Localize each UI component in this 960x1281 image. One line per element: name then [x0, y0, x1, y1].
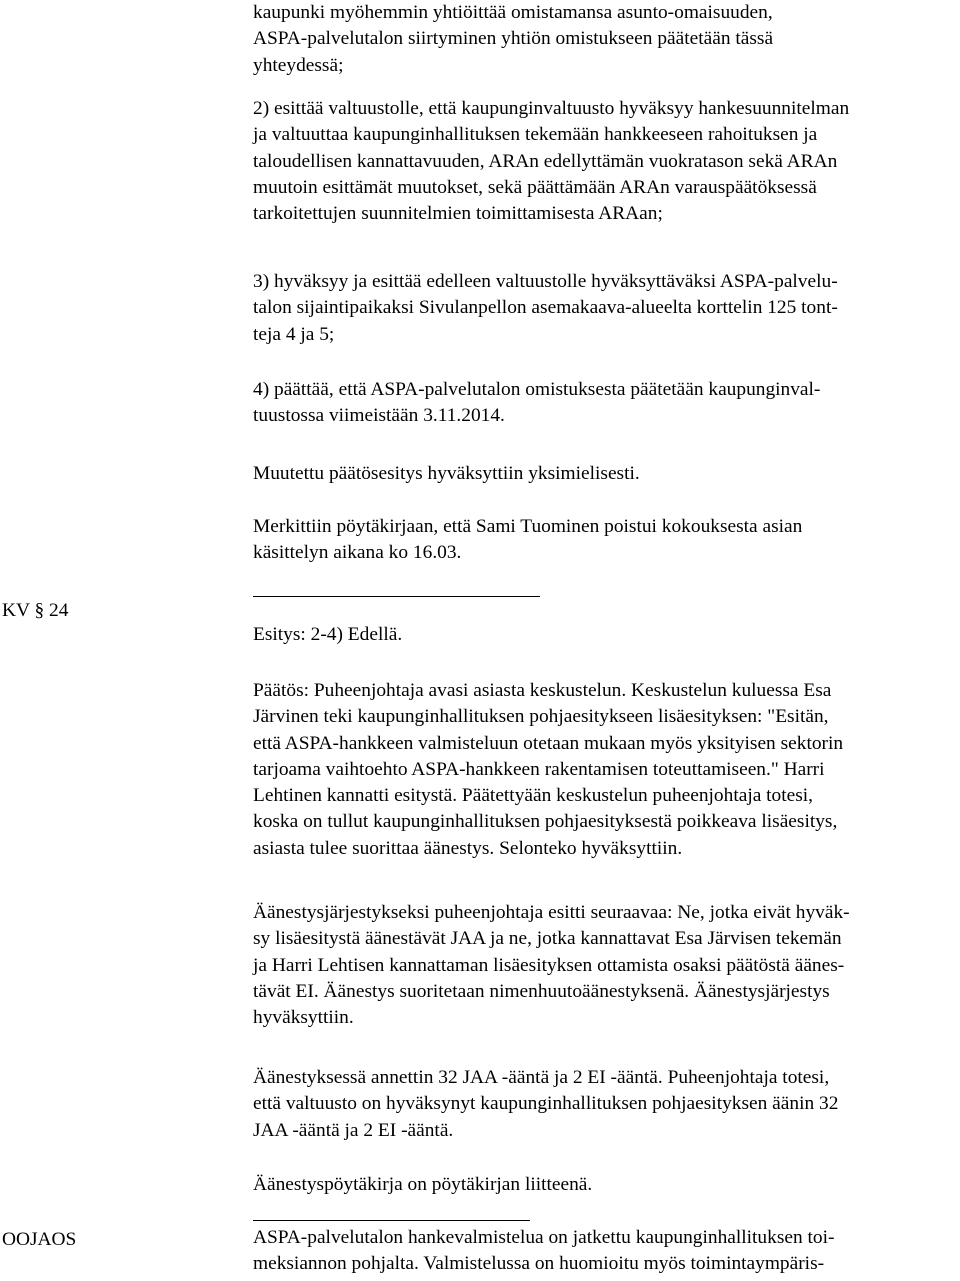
paragraph-amended-decision: [253, 461, 959, 487]
text-line: kaupunki myöhemmin yhtiöittää omistamansa asunto-omaisuuden,: [253, 2, 773, 23]
text-line: asiasta tulee suorittaa äänestys. Selonteko hyväksyttiin.: [253, 837, 683, 859]
paragraph-continuation: [253, 0, 959, 79]
text-line: Päätös: Puheenjohtaja avasi asiasta keskustelun. Keskustelun kuluessa Esa: [253, 680, 832, 701]
text-line: meksiannon pohjalta. Valmistelussa on huomioitu myös toimintaympäris-: [253, 1253, 825, 1275]
paragraph-record-note: [253, 514, 959, 567]
paragraph-item-2: [253, 96, 959, 227]
text-line: ja valtuuttaa kaupunginhallituksen tekemään hankkeeseen rahoituksen ja: [253, 124, 818, 146]
text-line: JAA -ääntä ja 2 EI -ääntä.: [253, 1119, 454, 1141]
text-line: Merkittiin pöytäkirjaan, että Sami Tuominen poistui kokouksesta asian: [253, 516, 803, 537]
text-line: käsittelyn aikana ko 16.03.: [253, 542, 462, 564]
text-line: teja 4 ja 5;: [253, 323, 335, 345]
text-line: tävät EI. Äänestys suoritetaan nimenhuutoäänestyksenä. Äänestysjärjestys: [253, 980, 830, 1002]
text-line: koska on tullut kaupunginhallituksen pohjaesityksestä poikkeava lisäesitys,: [253, 811, 838, 833]
paragraph-proposal: [253, 622, 959, 648]
paragraph-voting-order: [253, 900, 959, 1031]
text-line: ASPA-palvelutalon siirtyminen yhtiön omistukseen päätetään tässä: [253, 28, 774, 50]
text-line: Äänestysjärjestykseksi puheenjohtaja esitti seuraavaa: Ne, jotka eivät hyväk-: [253, 902, 850, 923]
section-label-kv-24: KV § 24: [2, 600, 69, 621]
paragraph-vote-result: [253, 1065, 959, 1144]
text-line: että valtuusto on hyväksynyt kaupunginhallituksen pohjaesityksen äänin 32: [253, 1093, 839, 1115]
text-line: talon sijaintipaikaksi Sivulanpellon asemakaava-alueelta korttelin 125 tont-: [253, 297, 838, 319]
text-line: muutoin esittämät muutokset, sekä päättämään ARAn varauspäätöksessä: [253, 176, 817, 198]
text-line: Muutettu päätösesitys hyväksyttiin yksimielisesti.: [253, 463, 640, 484]
text-line: Järvinen teki kaupunginhallituksen pohjaesitykseen lisäesityksen: "Esitän,: [253, 706, 829, 728]
text-line: ASPA-palvelutalon hankevalmistelua on jatkettu kaupunginhallituksen toi-: [253, 1227, 835, 1248]
text-line: 2) esittää valtuustolle, että kaupunginvaltuusto hyväksyy hankesuunnitelman: [253, 98, 850, 119]
section-divider-rule-lower: [253, 1220, 530, 1221]
text-line: tarkoitettujen suunnitelmien toimittamisesta ARAan;: [253, 203, 663, 225]
text-line: hyväksyttiin.: [253, 1007, 354, 1029]
text-line: taloudellisen kannattavuuden, ARAn edellyttämän vuokratason sekä ARAn: [253, 150, 838, 172]
text-line: Äänestyspöytäkirja on pöytäkirjan liitteenä.: [253, 1174, 593, 1195]
text-line: sy lisäesitystä äänestävät JAA ja ne, jotka kannattavat Esa Järvisen tekemän: [253, 928, 842, 950]
section-divider-rule: [253, 596, 540, 597]
text-line: Äänestyksessä annettin 32 JAA -ääntä ja 2 EI -ääntä. Puheenjohtaja totesi,: [253, 1067, 830, 1088]
paragraph-decision: [253, 678, 959, 862]
paragraph-attachment-note: [253, 1172, 959, 1198]
section-label-oojaos: OOJAOS: [2, 1229, 77, 1250]
text-line: yhteydessä;: [253, 54, 344, 76]
text-line: että ASPA-hankkeen valmisteluun otetaan mukaan myös yksityisen sektorin: [253, 732, 844, 754]
text-line: Esitys: 2-4) Edellä.: [253, 624, 403, 645]
text-line: ja Harri Lehtisen kannattaman lisäesityksen ottamista osaksi päätöstä äänes-: [253, 954, 845, 976]
paragraph-oojaos: [253, 1225, 959, 1278]
text-line: Lehtinen kannatti esitystä. Päätettyään keskustelun puheenjohtaja totesi,: [253, 785, 814, 807]
text-line: tarjoama vaihtoehto ASPA-hankkeen rakentamisen toteuttamiseen." Harri: [253, 758, 825, 780]
paragraph-item-4: [253, 377, 959, 430]
paragraph-item-3: [253, 269, 959, 348]
text-line: tuustossa viimeistään 3.11.2014.: [253, 405, 505, 427]
text-line: 3) hyväksyy ja esittää edelleen valtuustolle hyväksyttäväksi ASPA-palvelu-: [253, 271, 838, 292]
text-line: 4) päättää, että ASPA-palvelutalon omistuksesta päätetään kaupunginval-: [253, 379, 821, 400]
